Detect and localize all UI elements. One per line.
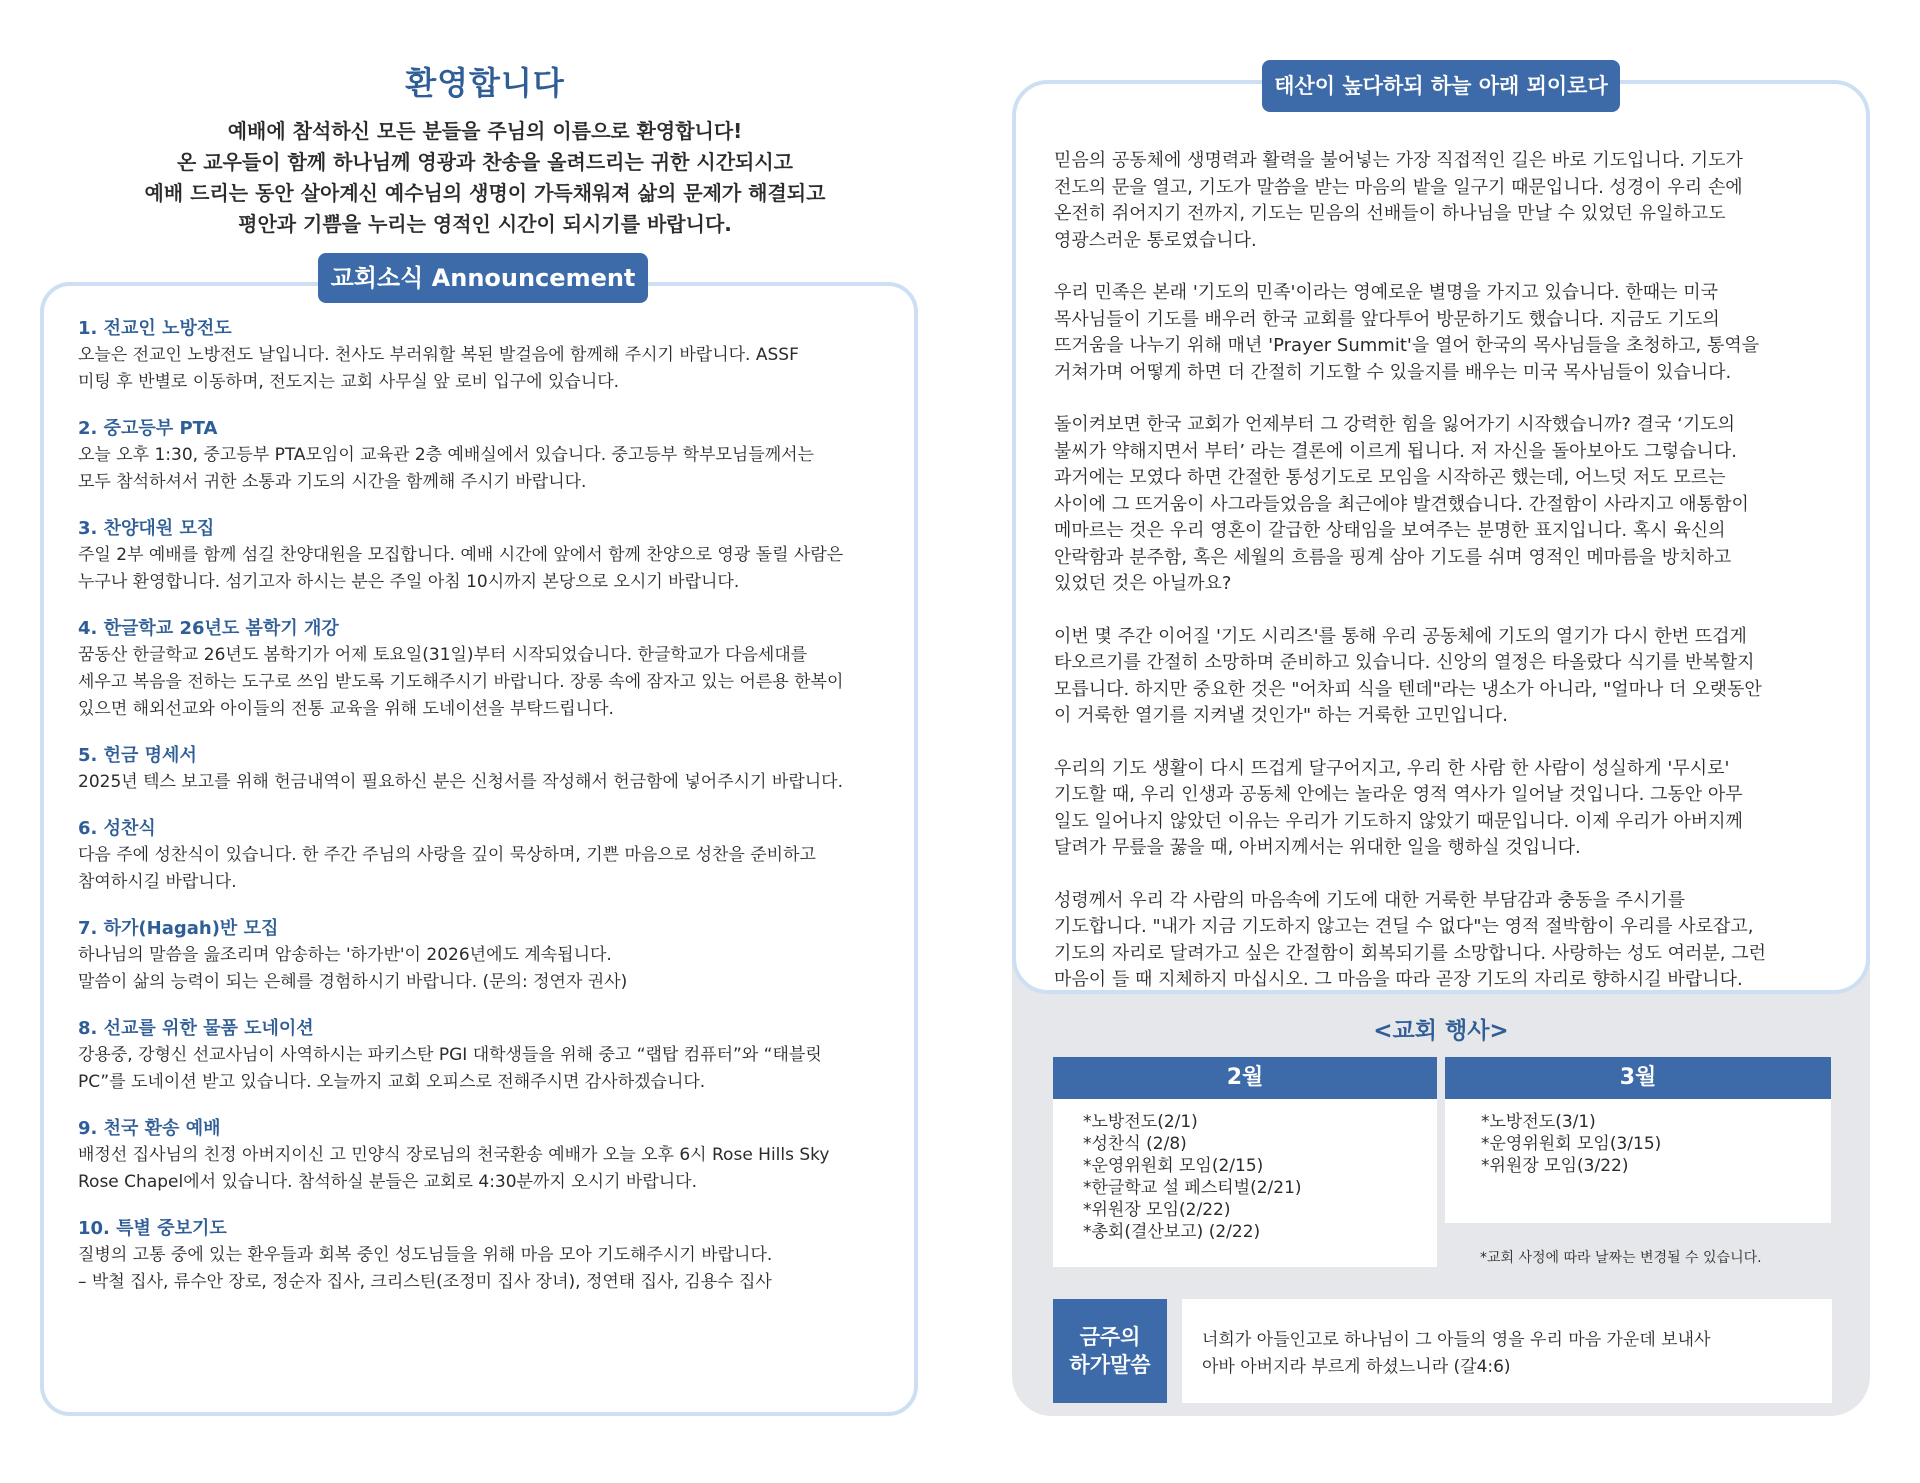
event-item: *한글학교 설 페스티벌(2/21): [1083, 1178, 1302, 1198]
sermon-line: 마음이 들 때 지체하지 마십시오. 그 마음을 따라 곧장 기도의 자리로 향하시길 바랍니다.: [1054, 969, 1743, 990]
sermon-line: 거쳐가며 어떻게 하면 더 간절히 기도할 수 있을지를 배우는 미국 목사님들이 있습니다.: [1054, 361, 1732, 383]
memory-verse-label: [1053, 1299, 1167, 1403]
announcement-item: [78, 316, 908, 396]
announcement-title: 10. 특별 중보기도: [78, 1218, 227, 1239]
month-header-march: 3월: [1445, 1057, 1831, 1099]
announcement-item: [78, 416, 908, 496]
announcement-line: Rose Chapel에서 있습니다. 참석하실 분들은 교회로 4:30분까지 오시기 바랍니다.: [78, 1172, 697, 1192]
sermon-line: 우리의 기도 생활이 다시 뜨겁게 달구어지고, 우리 한 사람 한 사람이 성실하게 '무시로': [1054, 757, 1730, 779]
sermon-line: 모릅니다. 하지만 중요한 것은 "어차피 식을 텐데"라는 냉소가 아니라, "얼마나 더 오랫동안: [1054, 678, 1762, 700]
sermon-line: 일도 일어나지 않았던 이유는 우리가 기도하지 않았기 때문입니다. 이제 우리가 아버지께: [1054, 810, 1743, 832]
announcement-item: [78, 743, 908, 796]
announcement-line: 2025년 텍스 보고를 위해 헌금내역이 필요하신 분은 신청서를 작성해서 헌금함에 넣어주시기 바랍니다.: [78, 772, 843, 792]
announcement-body: [78, 942, 908, 996]
sermon-paragraph: [1054, 888, 1844, 994]
event-item: *위원장 모임(3/22): [1481, 1156, 1629, 1176]
event-item: *운영위원회 모임(3/15): [1481, 1134, 1662, 1154]
welcome-line: 온 교우들이 함께 하나님께 영광과 찬송을 올려드리는 귀한 시간되시고: [177, 150, 793, 174]
events-title: <교회 행사>: [1373, 1018, 1509, 1044]
sermon-body: [1054, 148, 1844, 1020]
sermon-line: 믿음의 공동체에 생명력과 활력을 불어넣는 가장 직접적인 길은 바로 기도입니다. 기도가: [1054, 150, 1743, 171]
memory-verse-label-line: 하가말씀: [1069, 1353, 1151, 1377]
welcome-line: 예배 드리는 동안 살아계신 예수님의 생명이 가득채워져 삶의 문제가 해결되고: [144, 181, 826, 205]
memory-verse-box: [1182, 1299, 1832, 1403]
sermon-line: 기도합니다. "내가 지금 기도하지 않고는 견딜 수 없다"는 영적 절박함이 우리를 사로잡고,: [1054, 916, 1754, 937]
announcement-title: 2. 중고등부 PTA: [78, 418, 218, 439]
announcement-line: 오늘 오후 1:30, 중고등부 PTA모임이 교육관 2층 예배실에서 있습니다. 중고등부 학부모님들께서는: [78, 445, 814, 465]
sermon-line: 과거에는 모였다 하면 간절한 통성기도로 모임을 시작하곤 했는데, 어느덧 저도 모르는: [1054, 467, 1726, 488]
sermon-line: 안락함과 분주함, 혹은 세월의 흐름을 핑계 삼아 기도를 쉬며 영적인 메마름을 방치하고: [1054, 546, 1732, 568]
announcement-title: 1. 전교인 노방전도: [78, 318, 232, 339]
announcement-body: [78, 1042, 908, 1096]
announcement-body: [78, 842, 908, 896]
sermon-title: 태산이 높다하되 하늘 아래 뫼이로다: [1262, 60, 1620, 112]
memory-verse-line: 너희가 아들인고로 하나님이 그 아들의 영을 우리 마음 가운데 보내사: [1202, 1330, 1711, 1350]
announcement-body: [78, 442, 908, 496]
sermon-paragraph: [1054, 624, 1844, 730]
announcement-line: 오늘은 전교인 노방전도 날입니다. 천사도 부러워할 복된 발걸음에 함께해 주시기 바랍니다. ASSF: [78, 345, 799, 365]
sermon-line: 달려가 무릎을 꿇을 때, 아버지께서는 위대한 일을 행하실 것입니다.: [1054, 837, 1581, 858]
memory-verse-line: 아바 아버지라 부르게 하셨느니라 (갈4:6): [1202, 1357, 1511, 1377]
announcement-body: [78, 1242, 908, 1296]
memory-verse-label-line: 금주의: [1079, 1325, 1141, 1349]
announcement-line: 참여하시길 바랍니다.: [78, 872, 237, 892]
sermon-line: 목사님들이 기도를 배우러 한국 교회를 앞다투어 방문하기도 했습니다. 지금도 기도의: [1054, 308, 1720, 330]
sermon-paragraph: [1054, 280, 1844, 386]
sermon-paragraph: [1054, 756, 1844, 862]
welcome-message: [40, 116, 930, 240]
announcement-line: 세우고 복음을 전하는 도구로 쓰임 받도록 기도해주시기 바랍니다. 장롱 속에 잠자고 있는 어른용 한복이: [78, 672, 844, 692]
sermon-line: 기도의 자리로 달려가고 싶은 간절함이 회복되기를 소망합니다. 사랑하는 성도 여러분, 그런: [1054, 942, 1767, 964]
announcement-line: 있으면 해외선교와 아이들의 전통 교육을 위해 도네이션을 부탁드립니다.: [78, 699, 614, 719]
announcement-line: 하나님의 말씀을 읊조리며 암송하는 '하가반'이 2026년에도 계속됩니다.: [78, 945, 612, 965]
sermon-line: 이 거룩한 열기를 지켜낼 것인가" 하는 거룩한 고민입니다.: [1054, 705, 1508, 726]
announcement-line: 말씀이 삶의 능력이 되는 은혜를 경험하시기 바랍니다. (문의: 정연자 권사): [78, 972, 628, 992]
sermon-line: 우리 민족은 본래 '기도의 민족'이라는 영예로운 별명을 가지고 있습니다. 한때는 미국: [1054, 282, 1719, 303]
sermon-line: 사이에 그 뜨거움이 사그라들었음을 최근에야 발견했습니다. 간절함이 사라지고 애통함이: [1054, 493, 1749, 515]
announcement-body: [78, 542, 908, 596]
announcement-item: [78, 1016, 908, 1096]
sermon-line: 있었던 것은 아닐까요?: [1054, 573, 1232, 594]
sermon-line: 온전히 쥐어지기 전까지, 기도는 믿음의 선배들이 하나님을 만날 수 있었던 유일하고도: [1054, 203, 1726, 224]
announcement-list: [78, 316, 908, 1316]
event-item: *운영위원회 모임(2/15): [1083, 1156, 1264, 1176]
welcome-line: 예배에 참석하신 모든 분들을 주님의 이름으로 환영합니다!: [227, 119, 743, 143]
announcement-item: [78, 1216, 908, 1296]
event-list: [1481, 1111, 1661, 1177]
sermon-line: 기도할 때, 우리 인생과 공동체 안에는 놀라운 영적 역사가 일어날 것입니다. 그동안 아무: [1054, 784, 1743, 805]
sermon-paragraph: [1054, 148, 1844, 254]
welcome-line: 평안과 기쁨을 누리는 영적인 시간이 되시기를 바랍니다.: [238, 212, 732, 236]
announcement-line: – 박철 집사, 류수안 장로, 정순자 집사, 크리스틴(조정미 집사 장녀), 정연태 집사, 김용수 집사: [78, 1272, 772, 1292]
event-list: [1083, 1111, 1302, 1243]
announcement-item: [78, 1116, 908, 1196]
event-item: *노방전도(2/1): [1083, 1112, 1198, 1132]
announcement-line: 배정선 집사님의 친정 아버지이신 고 민양식 장로님의 천국환송 예배가 오늘 오후 6시 Rose Hills Sky: [78, 1145, 830, 1165]
announcement-line: 질병의 고통 중에 있는 환우들과 회복 중인 성도님들을 위해 마음 모아 기도해주시기 바랍니다.: [78, 1245, 773, 1265]
announcement-title: 9. 천국 환송 예배: [78, 1118, 221, 1139]
sermon-line: 성령께서 우리 각 사람의 마음속에 기도에 대한 거룩한 부담감과 충동을 주시기를: [1054, 889, 1686, 911]
sermon-paragraph: [1054, 412, 1844, 598]
welcome-title: 환영합니다: [405, 64, 565, 102]
announcement-item: [78, 516, 908, 596]
events-note: *교회 사정에 따라 날짜는 변경될 수 있습니다.: [1480, 1250, 1762, 1266]
announcement-line: 미팅 후 반별로 이동하며, 전도지는 교회 사무실 앞 로비 입구에 있습니다.: [78, 372, 620, 392]
announcement-body: [78, 1142, 908, 1196]
sermon-line: 불씨가 약해지면서 부터’ 라는 결론에 이르게 됩니다. 저 자신을 돌아보아도 그렇습니다.: [1054, 440, 1737, 462]
sermon-line: 메마르는 것은 우리 영혼이 갈급한 상태임을 보여주는 분명한 표지입니다. 혹시 육신의: [1054, 520, 1726, 541]
month-header-february: 2월: [1053, 1057, 1437, 1099]
memory-verse-text: [1202, 1327, 1710, 1381]
announcement-line: 강용중, 강형신 선교사님이 사역하시는 파키스탄 PGI 대학생들을 위해 중고 “랩탑 컴퓨터”와 “태블릿: [78, 1045, 822, 1065]
sermon-line: 뜨거움을 나누기 위해 매년 'Prayer Summit'을 열어 한국의 목사님들을 초청하고, 통역을: [1054, 335, 1760, 356]
event-item: *총회(결산보고) (2/22): [1083, 1222, 1261, 1242]
announcement-body: [78, 769, 908, 796]
announcement-line: 주일 2부 예배를 함께 섬길 찬양대원을 모집합니다. 예배 시간에 앞에서 함께 찬양으로 영광 돌릴 사람은: [78, 545, 844, 565]
announcement-item: [78, 816, 908, 896]
announcement-title: 7. 하가(Hagah)반 모집: [78, 918, 279, 939]
sermon-line: 돌이켜보면 한국 교회가 언제부터 그 강력한 힘을 잃어가기 시작했습니까? 결국 ‘기도의: [1054, 414, 1736, 435]
event-item: *노방전도(3/1): [1481, 1112, 1596, 1132]
announcement-item: [78, 916, 908, 996]
announcement-title: 4. 한글학교 26년도 봄학기 개강: [78, 618, 339, 639]
announcement-title: 5. 헌금 명세서: [78, 745, 197, 766]
welcome-section: [40, 58, 930, 240]
february-events: [1053, 1099, 1437, 1267]
sermon-line: 전도의 문을 열고, 기도가 말씀을 받는 마음의 밭을 일구기 때문입니다. 성경이 우리 손에: [1054, 176, 1743, 198]
event-item: *성찬식 (2/8): [1083, 1134, 1187, 1154]
announcement-line: 누구나 환영합니다. 섬기고자 하시는 분은 주일 아침 10시까지 본당으로 오시기 바랍니다.: [78, 572, 740, 592]
announcement-body: [78, 342, 908, 396]
announcement-line: 다음 주에 성찬식이 있습니다. 한 주간 주님의 사랑을 깊이 묵상하며, 기쁜 마음으로 성찬을 준비하고: [78, 845, 816, 865]
announcement-header: 교회소식 Announcement: [318, 253, 648, 303]
announcement-body: [78, 642, 908, 723]
sermon-line: 타오르기를 간절히 소망하며 준비하고 있습니다. 신앙의 열정은 타올랐다 식기를 반복할지: [1054, 652, 1755, 673]
march-events: [1445, 1099, 1831, 1223]
announcement-line: 모두 참석하셔서 귀한 소통과 기도의 시간을 함께해 주시기 바랍니다.: [78, 472, 587, 492]
announcement-line: PC”를 도네이션 받고 있습니다. 오늘까지 교회 오피스로 전해주시면 감사하겠습니다.: [78, 1072, 706, 1092]
sermon-line: 영광스러운 통로였습니다.: [1054, 229, 1257, 251]
announcement-title: 3. 찬양대원 모집: [78, 518, 215, 539]
announcement-title: 6. 성찬식: [78, 818, 156, 839]
announcement-title: 8. 선교를 위한 물품 도네이션: [78, 1018, 314, 1039]
sermon-line: 이번 몇 주간 이어질 '기도 시리즈'를 통해 우리 공동체에 기도의 열기가 다시 한번 뜨겁게: [1054, 625, 1747, 647]
event-item: *위원장 모임(2/22): [1083, 1200, 1231, 1220]
announcement-line: 꿈동산 한글학교 26년도 봄학기가 어제 토요일(31일)부터 시작되었습니다. 한글학교가 다음세대를: [78, 645, 808, 665]
announcement-item: [78, 616, 908, 723]
